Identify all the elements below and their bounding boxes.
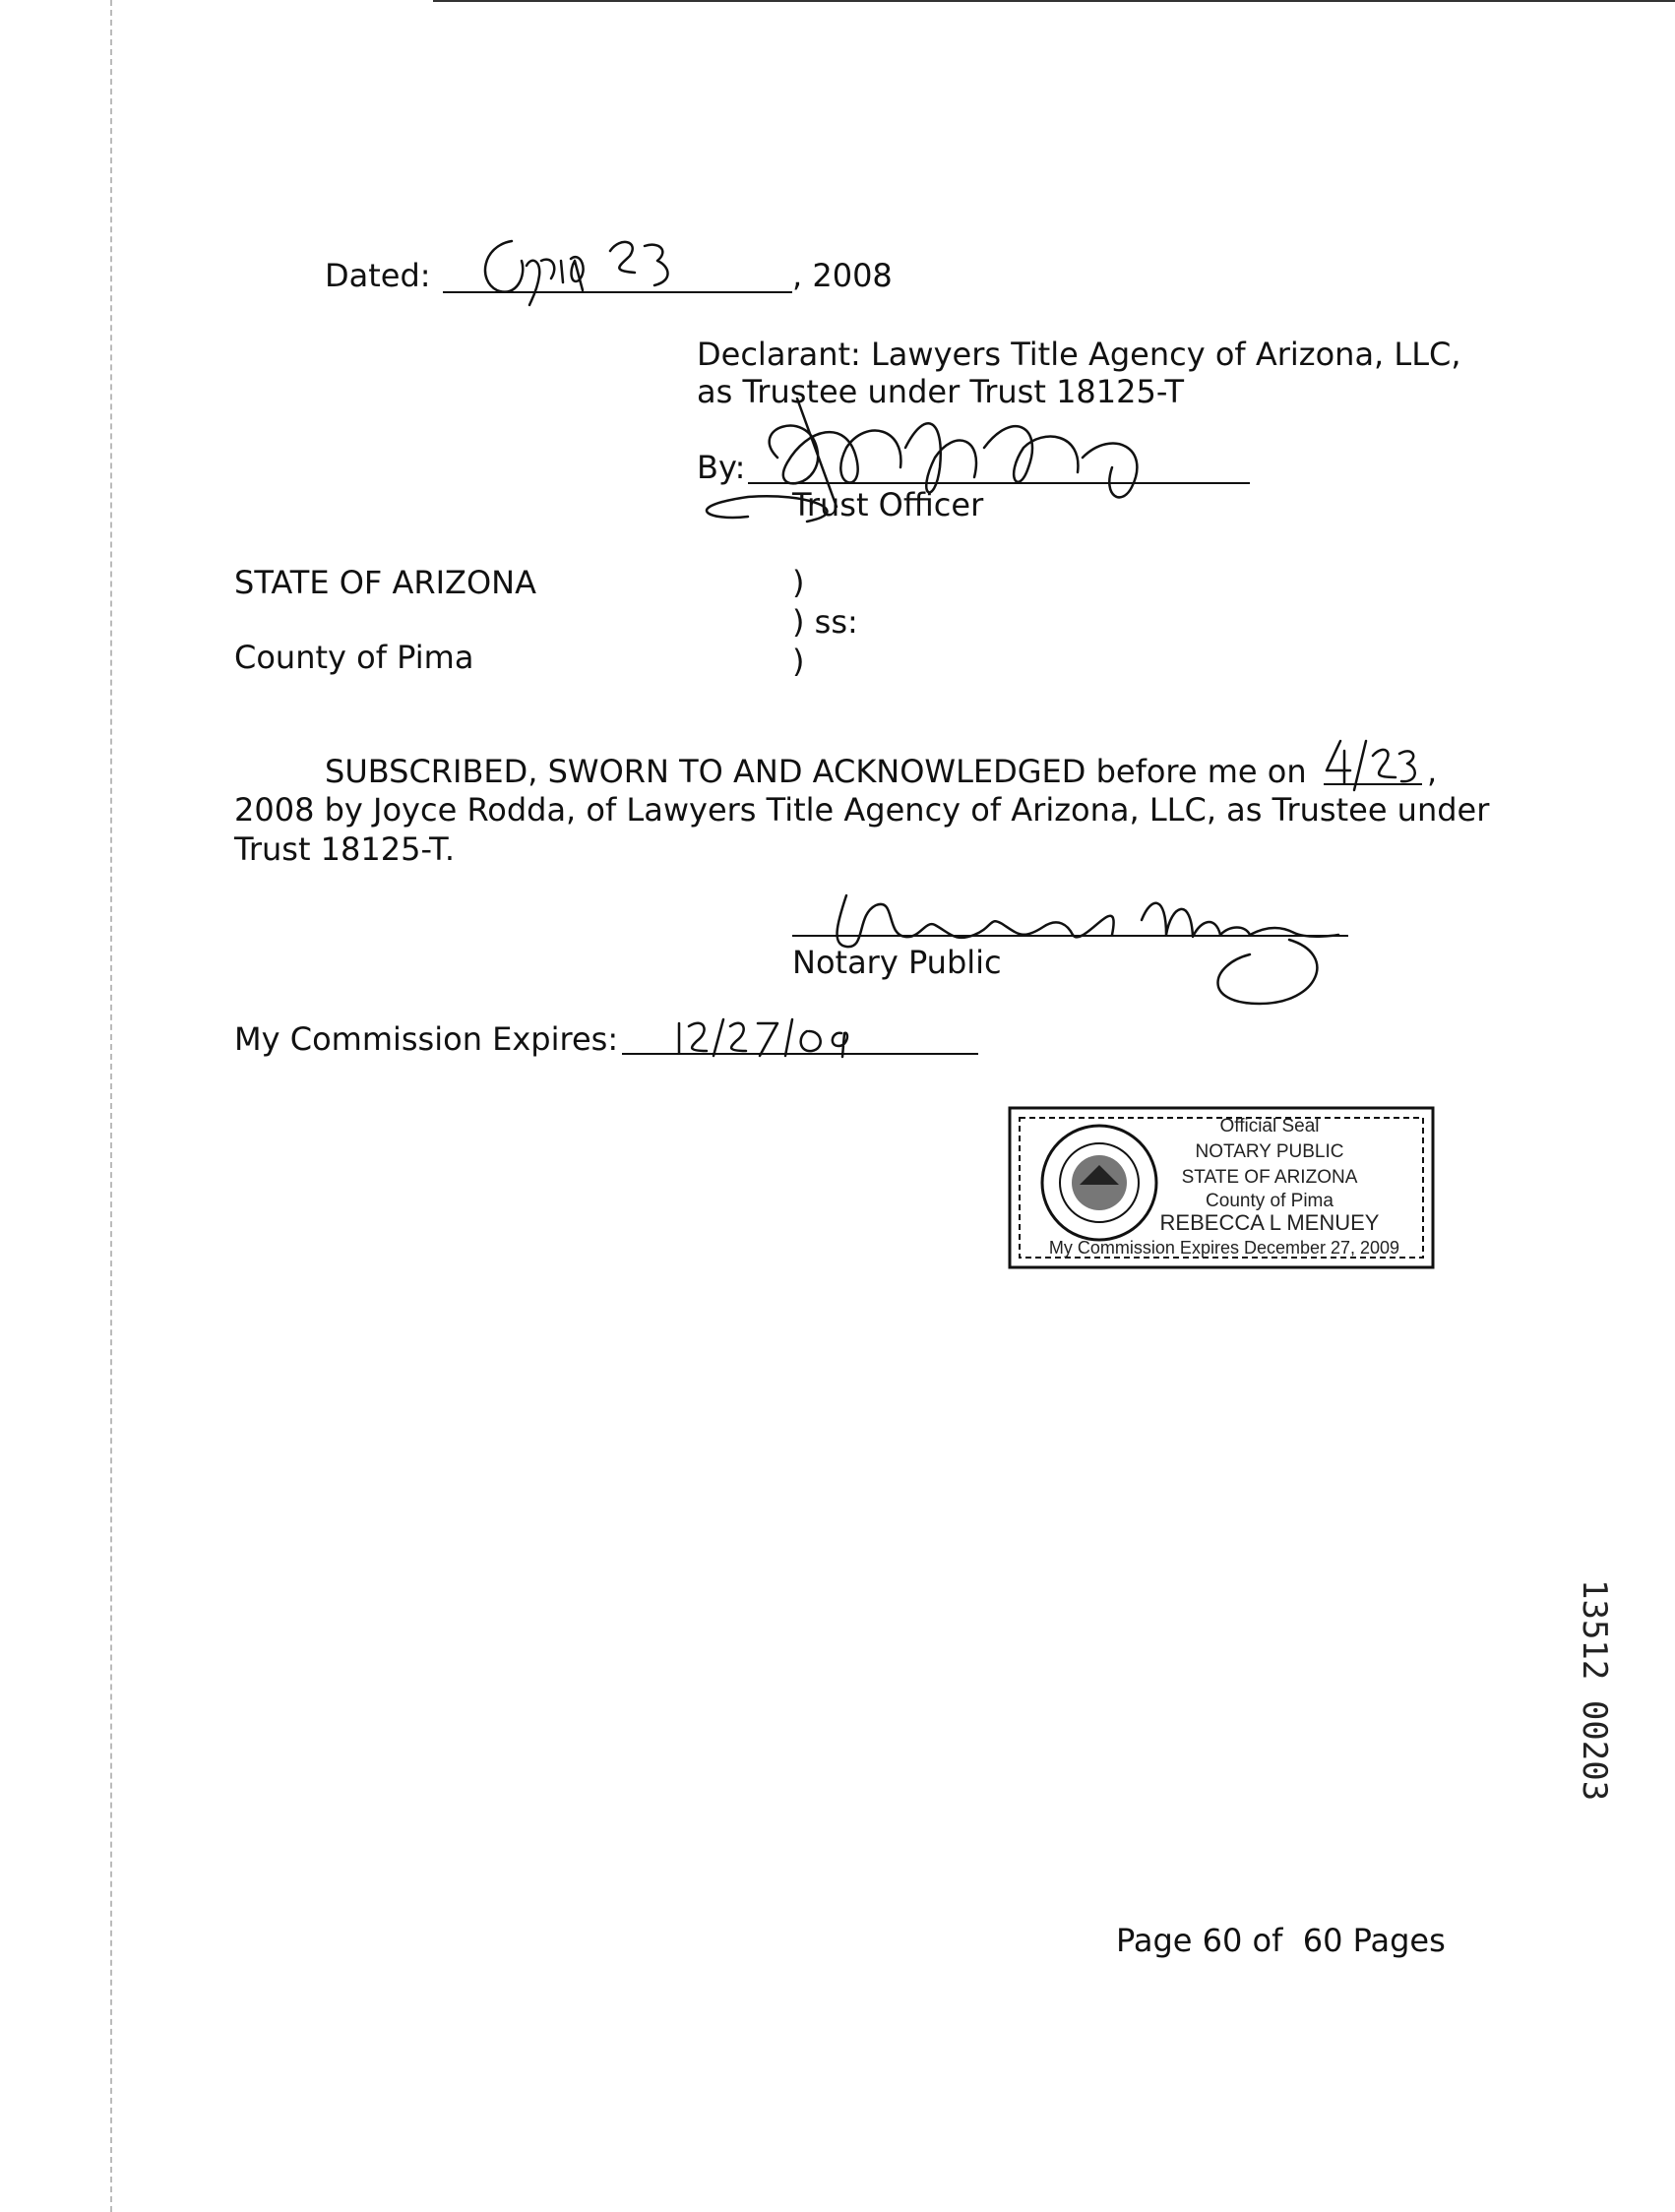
scan-left-edge [110, 0, 112, 2212]
ack-line1-prefix: SUBSCRIBED, SWORN TO AND ACKNOWLEDGED before me on [325, 753, 1307, 790]
notary-seal-stamp [1006, 1104, 1437, 1271]
venue-paren-1: ) [792, 564, 805, 601]
ack-line2: 2008 by Joyce Rodda, of Lawyers Title Agency of Arizona, LLC, as Trustee under [234, 791, 1490, 829]
notary-label: Notary Public [792, 944, 1002, 981]
declarant-line1: Declarant: Lawyers Title Agency of Arizona, LLC, [697, 336, 1461, 373]
notary-signature [827, 866, 1358, 1014]
venue-state: STATE OF ARIZONA [234, 564, 536, 601]
trust-officer-title: Trust Officer [792, 486, 984, 523]
venue-paren-ss: ) ss: [792, 603, 858, 641]
trust-officer-signature [689, 389, 1181, 536]
venue-county: County of Pima [234, 639, 474, 676]
by-label: By: [697, 449, 746, 486]
dated-handwriting [472, 221, 768, 315]
seal-line-1: Official Seal [1219, 1116, 1320, 1137]
venue-paren-3: ) [792, 643, 805, 680]
seal-line-5: REBECCA L MENUEY [1159, 1210, 1380, 1235]
ack-date-line [1324, 783, 1422, 785]
dated-year: , 2008 [792, 257, 893, 294]
page-number: Page 60 of 60 Pages [1116, 1922, 1446, 1959]
ack-line1 [325, 752, 1307, 791]
seal-line-4: County of Pima [1206, 1191, 1334, 1211]
seal-line-2: NOTARY PUBLIC [1195, 1141, 1344, 1162]
scan-top-edge [433, 0, 1675, 2]
margin-recording-number: 13512 00203 [1575, 1579, 1614, 1802]
commission-label: My Commission Expires: [234, 1020, 619, 1058]
dated-label: Dated: [325, 257, 431, 294]
seal-line-6: My Commission Expires December 27, 2009 [1048, 1238, 1400, 1258]
ack-line3: Trust 18125-T. [234, 830, 455, 868]
ack-line1-suffix: , [1427, 753, 1438, 790]
declarant-line2: as Trustee under Trust 18125-T [697, 373, 1185, 410]
seal-line-3: STATE OF ARIZONA [1181, 1167, 1358, 1188]
commission-handwritten-date [669, 1012, 896, 1063]
